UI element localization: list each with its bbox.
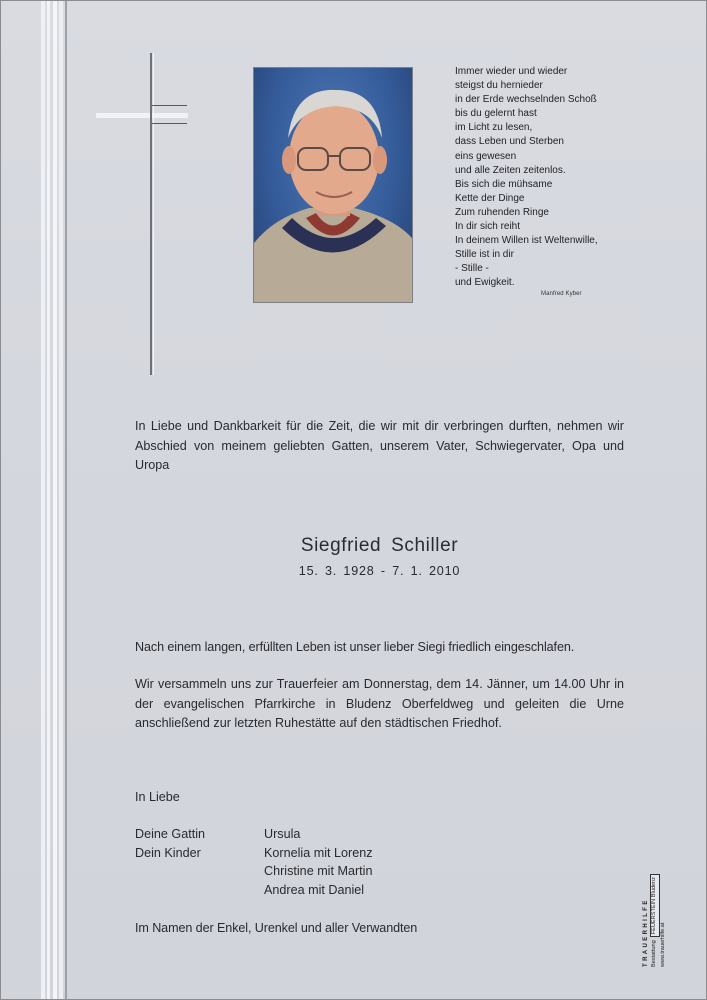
- intro-text: In Liebe und Dankbarkeit für die Zeit, die wir mit dir verbringen durften, nehmen wir Abschied von meinem geliebten Gatten, unserem Vater, Schwiegervater, Opa und Uropa: [135, 419, 624, 472]
- poem-author: Manfred Kyber: [541, 291, 582, 297]
- badge-title: TRAUERHILFE: [643, 898, 649, 967]
- decorative-strip: [47, 1, 50, 999]
- closing-text: In Liebe: [135, 790, 180, 804]
- poem-line: Zum ruhenden Ringe: [455, 206, 549, 218]
- deceased-name: Siegfried Schiller: [300, 535, 459, 556]
- poem-line: Bis sich die mühsame: [455, 178, 553, 190]
- footer-text: Im Namen der Enkel, Urenkel und aller Verwandten: [135, 921, 418, 935]
- decorative-strip: [53, 1, 57, 999]
- poem-line: Kette der Dinge: [455, 192, 525, 204]
- poem-line: in der Erde wechselnden Schoß: [455, 94, 597, 106]
- mourner-name: Christine mit Martin: [264, 864, 373, 878]
- poem-line: bis du gelernt hast: [455, 108, 537, 120]
- poem-line: Stille ist in dir: [455, 249, 514, 261]
- poem-line: dass Leben und Sterben: [455, 136, 564, 148]
- mourner-names: [264, 825, 373, 899]
- poem-line: und Ewigkeit.: [455, 277, 515, 289]
- decorative-strip: [65, 1, 67, 999]
- mourner-name: Andrea mit Daniel: [264, 882, 365, 897]
- decorative-strip: [59, 1, 63, 999]
- poem-line: Immer wieder und wieder: [455, 66, 568, 77]
- deceased-dates: 15. 3. 1928 - 7. 1. 2010: [298, 564, 461, 578]
- poem: [455, 65, 655, 291]
- badge-url: www.trauerhilfe.at: [659, 922, 666, 967]
- poem-line: - Stille -: [455, 263, 489, 275]
- decorative-strip: [41, 1, 45, 999]
- passing-message: Nach einem langen, erfüllten Leben ist unser lieber Siegi friedlich eingeschlafen.: [135, 640, 575, 654]
- poem-line: steigst du hernieder: [455, 80, 543, 92]
- funeral-message: Wir versammeln uns zur Trauerfeier am Donnerstag, dem 14. Jänner, um 14.00 Uhr in der evangelischen Pfarrkirche in Bludenz Oberfeldweg und geleiten die Urne anschließend zur letzten Ruhestätte auf den städtischen Friedhof.: [135, 677, 624, 730]
- badge-line: FEUERSTEIN Bludenz: [650, 874, 659, 937]
- poem-line: eins gewesen: [455, 150, 517, 162]
- badge-line: Bestattung: [651, 940, 658, 967]
- mourner-roles: [135, 825, 205, 862]
- mourner-name: Kornelia mit Lorenz: [264, 845, 373, 860]
- poem-line: und alle Zeiten zeitenlos.: [455, 164, 566, 176]
- poem-line: In deinem Willen ist Weltenwille,: [455, 235, 598, 247]
- mourner-role: Dein Kinder: [135, 845, 201, 860]
- mourner-role: Deine Gattin: [135, 827, 206, 841]
- mourner-name: Ursula: [264, 827, 301, 841]
- portrait-photo: [253, 67, 413, 303]
- poem-line: im Licht zu lesen,: [455, 122, 533, 134]
- undertaker-badge: [643, 869, 683, 967]
- poem-line: In dir sich reiht: [455, 221, 521, 233]
